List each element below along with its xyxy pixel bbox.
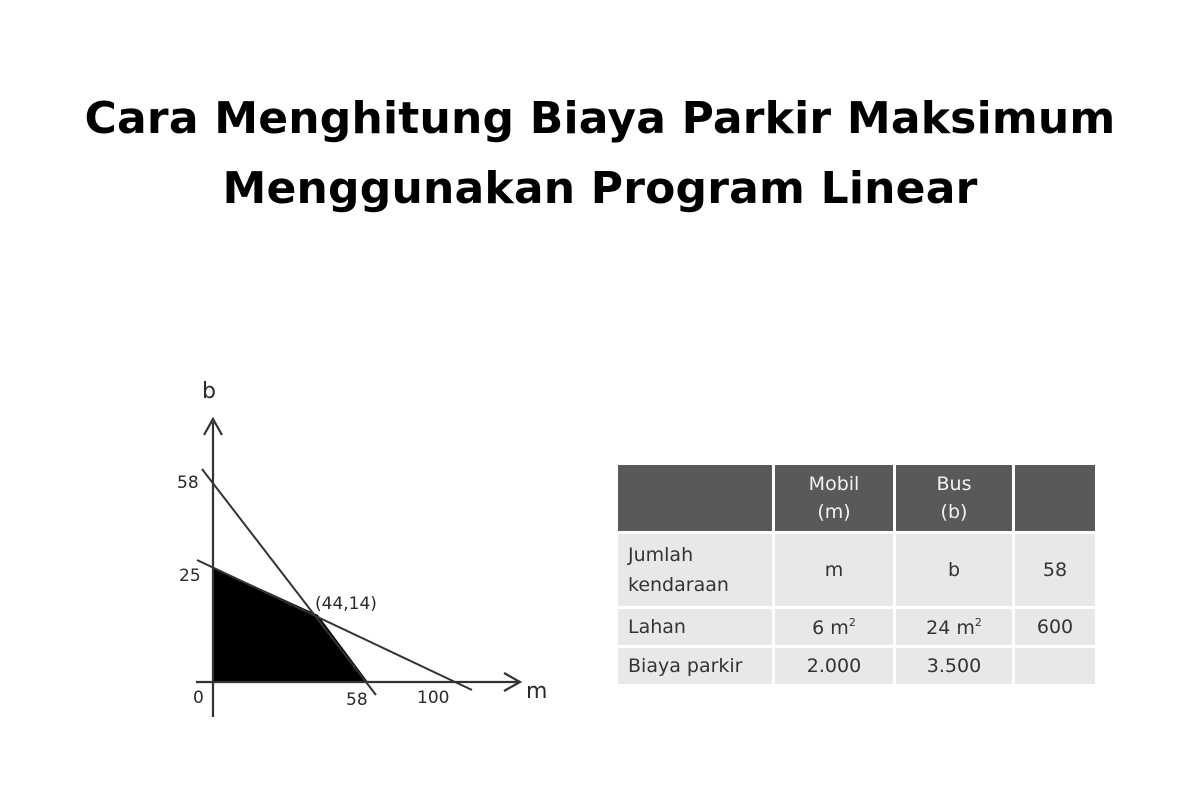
table-header-row [618, 465, 1095, 531]
cell-superscript: 2 [848, 615, 856, 629]
table-row [618, 534, 1095, 606]
cell-value: 24 m [926, 616, 975, 639]
title-line-2: Menggunakan Program Linear [222, 163, 978, 214]
cell-superscript: 2 [974, 615, 982, 629]
y-tick-25: 25 [179, 566, 201, 586]
title-line-1: Cara Menghitung Biaya Parkir Maksimum [84, 93, 1116, 144]
table-row [618, 648, 1095, 684]
x-tick-100: 100 [417, 688, 450, 708]
x-tick-58: 58 [346, 690, 368, 710]
page-title [0, 84, 1200, 224]
cell-total: 58 [1015, 534, 1095, 606]
row-label-line: Jumlah [628, 544, 694, 566]
table-header-cell [896, 465, 1012, 531]
feasible-region-graph [150, 365, 560, 725]
cell-total: 600 [1015, 609, 1095, 645]
header-bus-var: (b) [940, 501, 968, 523]
cell-bus [896, 609, 1012, 645]
header-bus: Bus [936, 473, 972, 495]
y-axis-label: b [202, 379, 216, 404]
cell-bus: b [896, 534, 1012, 606]
cell-bus: 3.500 [896, 648, 1012, 684]
cell-total [1015, 648, 1095, 684]
row-label [618, 534, 772, 606]
y-tick-58: 58 [177, 473, 199, 493]
cell-value: 6 m [812, 616, 849, 639]
parking-data-table [615, 462, 1098, 687]
table-header-cell [775, 465, 893, 531]
x-axis-label: m [526, 679, 548, 704]
row-label: Lahan [618, 609, 772, 645]
table-header-cell [618, 465, 772, 531]
table-header-cell [1015, 465, 1095, 531]
row-label: Biaya parkir [618, 648, 772, 684]
row-label-line: kendaraan [628, 574, 729, 596]
intersection-label: (44,14) [315, 594, 377, 614]
cell-mobil [775, 609, 893, 645]
header-mobil-var: (m) [817, 501, 851, 523]
table-row [618, 609, 1095, 645]
origin-label: 0 [193, 688, 204, 708]
cell-mobil: 2.000 [775, 648, 893, 684]
header-mobil: Mobil [808, 473, 860, 495]
cell-mobil: m [775, 534, 893, 606]
